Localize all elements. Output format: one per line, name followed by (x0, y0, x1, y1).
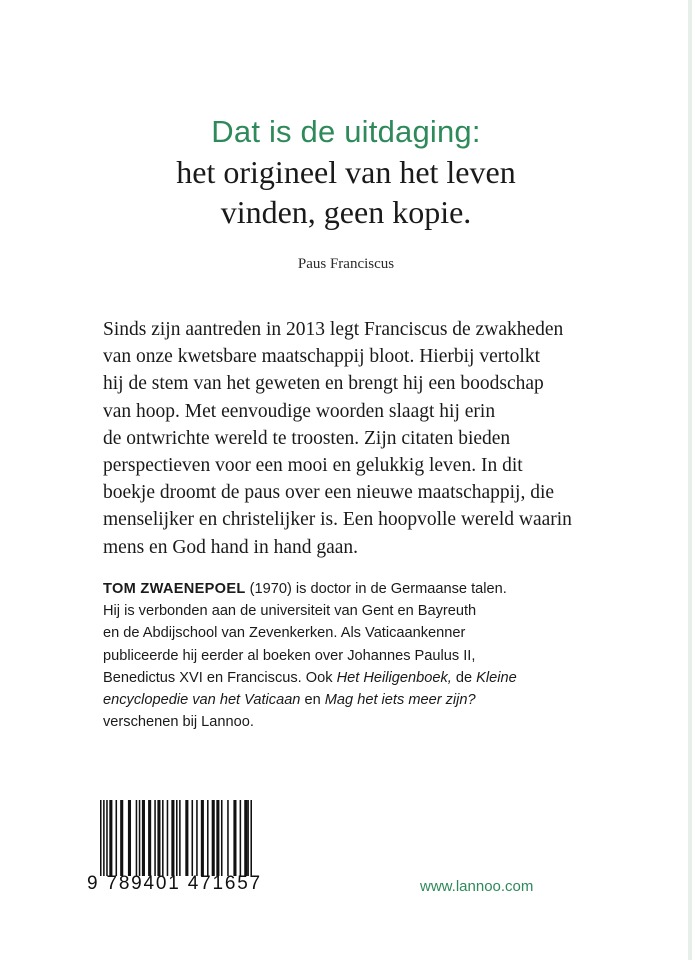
bio-line: Hij is verbonden aan de universiteit van Gent en Bayreuth (103, 603, 477, 620)
bio-text: en (300, 692, 325, 709)
bio-line: verschenen bij Lannoo. (103, 714, 254, 731)
blurb-line: hij de stem van het geweten en brengt hij een boodschap (103, 373, 544, 395)
blurb-line: de ontwrichte wereld te troosten. Zijn citaten bieden (103, 427, 511, 449)
isbn-digits: 9 789401 471657 (87, 873, 262, 894)
bio-text: de (451, 669, 477, 686)
bio-text: Benedictus XVI en Franciscus. Ook (103, 669, 337, 686)
bio-line: publiceerde hij eerder al boeken over Johannes Paulus II, (103, 647, 476, 664)
bio-line: en de Abdijschool van Zevenkerken. Als Vaticaankenner (103, 625, 466, 642)
barcode-bar (167, 800, 169, 876)
blurb-line: menselijker en christelijker is. Een hoopvolle wereld waarin (103, 509, 572, 531)
barcode-bar (142, 800, 145, 876)
bio-line (103, 578, 583, 600)
bio-line (103, 667, 583, 689)
book-title: encyclopedie van het Vaticaan (103, 692, 301, 709)
bio-line (103, 689, 583, 711)
barcode-bar (192, 800, 194, 876)
barcode-bar (136, 800, 138, 876)
barcode-bar (240, 800, 242, 876)
barcode-bar (185, 800, 188, 876)
quote-line: vinden, geen kopie. (220, 194, 472, 230)
blurb-line: van onze kwetsbare maatschappij bloot. Hierbij vertolkt (103, 346, 540, 368)
barcode-bar (120, 800, 123, 876)
cover-quote (0, 112, 692, 232)
barcode-bar (196, 800, 198, 876)
barcode-bar (157, 800, 160, 876)
barcode-bar (103, 800, 105, 876)
barcode-bar (128, 800, 131, 876)
author-bio (103, 578, 583, 733)
barcode-bar (162, 800, 164, 876)
barcode-bar (221, 800, 223, 876)
quote-lead: Dat is de uitdaging: (211, 114, 481, 149)
barcode-bar (201, 800, 204, 876)
author-name: TOM ZWAENEPOEL (103, 581, 246, 597)
barcode-bar (244, 800, 247, 876)
barcode-bar (106, 800, 108, 876)
barcode-bar (216, 800, 219, 876)
book-title: Kleine (476, 669, 517, 686)
book-title: Mag het iets meer zijn? (324, 692, 476, 709)
bio-text: (1970) is doctor in de Germaanse talen. (245, 581, 507, 597)
barcode-bar (109, 800, 112, 876)
barcode-bar (148, 800, 151, 876)
barcode-bar (100, 800, 102, 876)
barcode-bar (171, 800, 174, 876)
blurb-line: mens en God hand in hand gaan. (103, 536, 359, 558)
blurb-line: Sinds zijn aantreden in 2013 legt Franciscus de zwakheden (103, 319, 564, 340)
isbn-barcode (100, 800, 252, 876)
book-title: Het Heiligenboek, (336, 669, 452, 686)
barcode-bar (207, 800, 209, 876)
blurb-line: van hoop. Met eenvoudige woorden slaagt hij erin (103, 400, 496, 422)
blurb-line: boekje droomt de paus over een nieuwe maatschappij, die (103, 482, 555, 504)
book-blurb (103, 316, 583, 561)
blurb-line: perspectieven voor een mooi en gelukkig leven. In dit (103, 455, 523, 477)
quote-line: het origineel van het leven (176, 154, 516, 190)
publisher-website[interactable]: www.lannoo.com (420, 878, 534, 895)
barcode-bar (250, 800, 252, 876)
barcode-bar (233, 800, 236, 876)
barcode-bar (139, 800, 141, 876)
barcode-bar (212, 800, 215, 876)
barcode-bar (179, 800, 181, 876)
quote-author: Paus Franciscus (297, 256, 395, 272)
barcode-bar (227, 800, 229, 876)
barcode-bar (154, 800, 156, 876)
barcode-bar (247, 800, 249, 876)
barcode-bar (176, 800, 178, 876)
barcode-bar (116, 800, 118, 876)
